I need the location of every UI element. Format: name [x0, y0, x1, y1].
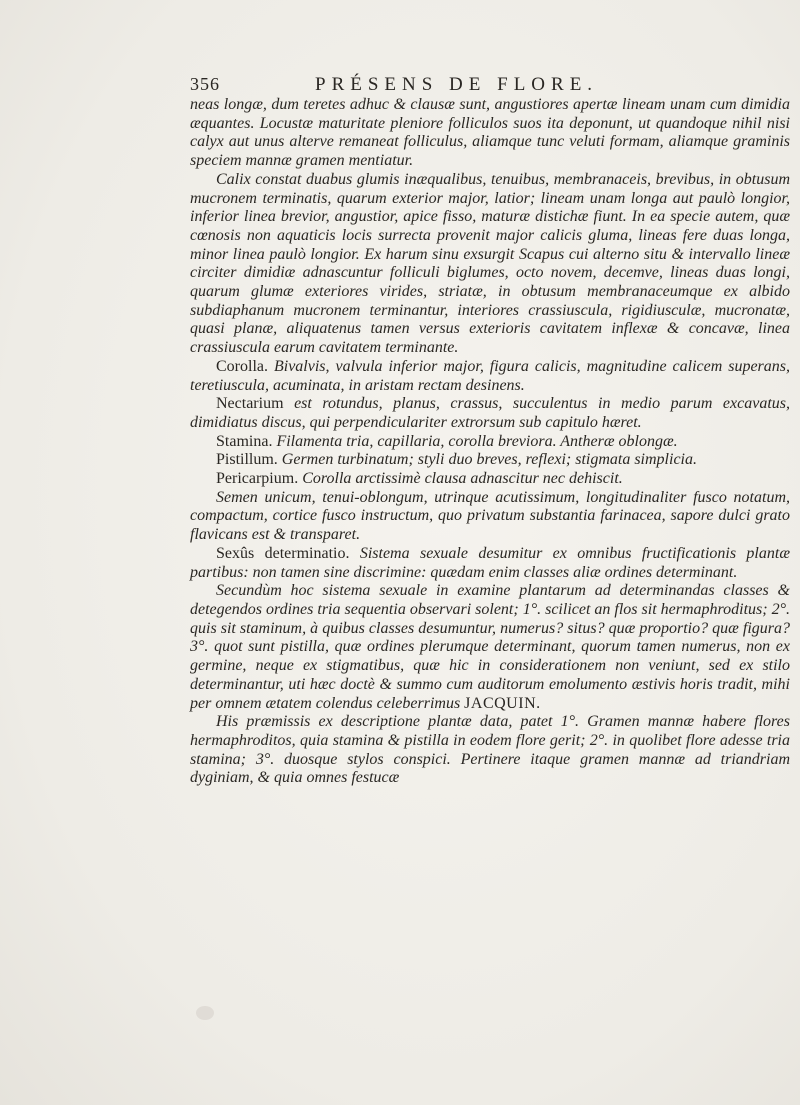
paragraph-lead: Nectarium [216, 395, 284, 413]
paragraph [190, 433, 790, 452]
paragraph [190, 545, 790, 582]
author-name: JACQUIN. [464, 694, 541, 712]
paragraph-text: Calix constat duabus glumis inæqualibus, tenuibus, membranaceis, brevibus, in obtusum mucronem terminatis, quarum exterior major, latior; lineam unam longa aut paulò longior, inferior linea brevior, angustior, apice fisso, maturæ distichæ fiunt. In ea specie autem, quæ cœnosis non aquaticis locis surrecta provenit major calicis gluma, lineas fere duas longa, minor linea paulò longior. Ex harum sinu exsurgit Scapus cui alterno situ & intervallo lineæ circiter dimidiæ adnascuntur folliculi biglumes, octo novem, decemve, lineas duas longi, quarum glumæ exteriores virides, striatæ, in obtusum membranaceumque ex albido subdiaphanum mucronem terminantur, interiores crassiuscula, rigidiusculæ, mucronatæ, quasi planæ, aliquatenus tamen versus exterioris cavitatem inflexæ & concavæ, linea crassiuscula earum cavitatem terminante. [190, 170, 790, 357]
paragraph [190, 713, 790, 788]
paragraph-text: Corolla arctissimè clausa adnascitur nec dehiscit. [302, 470, 623, 488]
paragraph-text: Germen turbinatum; styli duo breves, reflexi; stigmata simplicia. [281, 451, 697, 469]
paragraph [190, 489, 790, 545]
paragraph-text: His præmissis ex descriptione plantæ data, patet 1°. Gramen mannæ habere flores hermaphroditos, quia stamina & pistilla in eodem flore gerit; 2°. in quolibet flore adesse tria stamina; 3°. duosque stylos conspici. Pertinere itaque gramen mannæ ad triandriam dyginiam, & quia omnes festucæ [190, 713, 790, 787]
paragraph-lead: Stamina. [216, 432, 273, 450]
paragraph-text: Semen unicum, tenui-oblongum, utrinque acutissimum, longitudinaliter fusco notatum, compactum, cortice fusco instructum, quo privatum substantia farinacea, sapore dulci grato flavicans est & transparet. [190, 488, 790, 544]
paragraph-text: Filamenta tria, capillaria, corolla breviora. Antheræ oblongæ. [276, 432, 678, 450]
paragraph-text: neas longæ, dum teretes adhuc & clausæ sunt, angustiores apertæ lineam unam cum dimidia æquantes. Locustæ maturitate pleniore folliculos suos ita deponunt, ut quandoque nihil nisi calyx aut unus alterve remaneat folliculus, aliamque tunc veluti formam, aliamque graminis speciem mannæ gramen mentiatur. [190, 96, 790, 170]
paragraph-lead: Pericarpium. [216, 470, 299, 488]
paper-stain [196, 1006, 214, 1020]
paragraph [190, 451, 790, 470]
paragraph-text: est rotundus, planus, crassus, succulentus in medio parum excavatus, dimidiatus discus, qui perpendiculariter extrorsum sub capitulo hæret. [190, 395, 791, 431]
page-number: 356 [190, 74, 220, 94]
paragraph [190, 470, 790, 489]
paragraph-text: Bivalvis, valvula inferior major, figura calicis, magnitudine calicem superans, teretiuscula, acuminata, in aristam rectam desinens. [190, 357, 791, 394]
paragraph [190, 171, 790, 358]
paragraph [190, 395, 790, 432]
paragraph [190, 96, 790, 171]
paragraph-lead: Corolla. [216, 357, 268, 375]
paragraph [190, 582, 790, 713]
running-title: PRÉSENS DE FLORE. [315, 74, 599, 95]
paragraph [190, 358, 790, 395]
paragraph-lead: Sexûs determinatio. [216, 544, 350, 562]
paragraph-text: Sistema sexuale desumitur ex omnibus fructificationis plantæ partibus: non tamen sine discrimine: quædam enim classes aliæ ordines determinant. [190, 544, 790, 581]
paragraph-text: Secundùm hoc sistema sexuale in examine plantarum ad determinandas classes & detegendos ordines tria sequentia observari solent; 1°. scilicet an flos sit hermaphroditus; 2°. quis sit staminum, à quibus classes desumuntur, numerus? situs? quæ proportio? quæ figura? 3°. quot sunt pistilla, quæ ordines plerumque determinant, quorum tamen numerus, non ex germine, neque ex stigmatibus, quæ hic in considerationem non veniunt, sed ex stilo determinantur, uti hæc doctè & summo cum auditorum emolumento æstivis horis tradit, mihi per omnem ætatem colendus celeberrimus [190, 582, 790, 712]
body-text [190, 96, 790, 788]
paragraph-lead: Pistillum. [216, 451, 278, 469]
